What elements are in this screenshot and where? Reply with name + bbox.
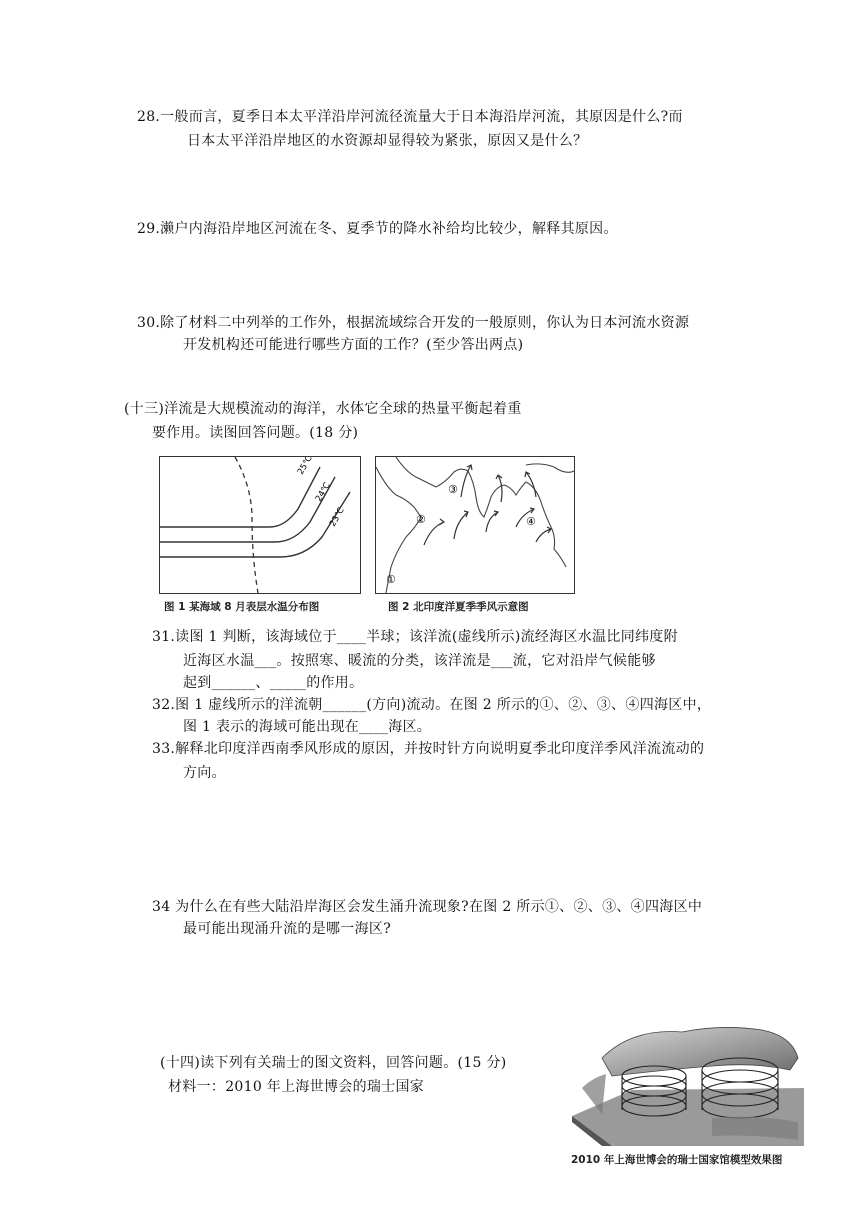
q28-line1: 28.一般而言，夏季日本太平洋沿岸河流径流量大于日本海沿岸河流，其原因是什么?而 <box>137 109 683 125</box>
figure-2-monsoon-map <box>375 456 575 594</box>
isotherm-24-label: 24℃ <box>313 480 333 504</box>
monsoon-arrow <box>526 472 536 497</box>
sea-area-marker-1: ① <box>386 573 396 586</box>
q31-line1: 31.读图 1 判断，该海域位于____半球；该洋流(虚线所示)流经海区水温比同纬度附 <box>152 629 678 645</box>
sea-area-marker-3: ③ <box>448 483 458 496</box>
figure-2-caption: 图 2 北印度洋夏季季风示意图 <box>388 601 529 613</box>
east-coastline <box>526 464 574 472</box>
q30-line1: 30.除了材料二中列举的工作外，根据流域综合开发的一般原则，你认为日本河流水资源 <box>137 315 690 331</box>
monsoon-arrowhead <box>439 519 444 525</box>
monsoon-arrow <box>424 522 444 545</box>
q33-line1: 33.解释北印度洋西南季风形成的原因，并按时针方向说明夏季北印度洋季风洋流流动的 <box>152 741 705 757</box>
sea-area-marker-4: ④ <box>526 515 536 528</box>
q31-line2: 近海区水温___。按照寒、暖流的分类，该洋流是___流，它对沿岸气候能够 <box>183 653 656 669</box>
model-image-caption: 2010 年上海世博会的瑞士国家馆模型效果图 <box>571 1154 783 1166</box>
sea-area-marker-2: ② <box>416 513 426 526</box>
figure-1-graphic <box>160 457 360 593</box>
isotherm-25-label: 25℃ <box>295 457 315 477</box>
q31-line3: 起到______、_____的作用。 <box>183 675 364 691</box>
monsoon-arrow <box>536 529 551 542</box>
q30-line2: 开发机构还可能进行哪些方面的工作？(至少答出两点) <box>183 337 524 353</box>
isotherm-23-label: 23℃ <box>327 505 347 529</box>
q28-line2: 日本太平洋沿岸地区的水资源却显得较为紧张，原因又是什么？ <box>187 133 588 149</box>
section-14-intro: (十四)读下列有关瑞士的图文资料，回答问题。(15 分) <box>160 1055 507 1071</box>
q33-line2: 方向。 <box>183 765 226 781</box>
figure-1-caption: 图 1 某海域 8 月表层水温分布图 <box>164 601 320 613</box>
isotherm-25-line <box>160 467 320 527</box>
swiss-pavilion-model-image <box>572 1018 804 1146</box>
material-1-text: 材料一：2010 年上海世博会的瑞士国家 <box>168 1079 425 1095</box>
section-13-intro-2: 要作用。读图回答问题。(18 分) <box>152 425 359 441</box>
q29-line1: 29.濑户内海沿岸地区河流在冬、夏季节的降水补给均比较少，解释其原因。 <box>137 221 618 237</box>
q34-line2: 最可能出现涌升流的是哪一海区? <box>183 921 392 937</box>
q32-line2: 图 1 表示的海域可能出现在____海区。 <box>183 719 432 735</box>
section-13-intro: (十三)洋流是大规模流动的海洋，水体它全球的热量平衡起着重 <box>124 401 522 417</box>
arabia-coastline <box>396 457 436 487</box>
africa-coastline <box>376 467 421 593</box>
q32-line1: 32.图 1 虚线所示的洋流朝______(方向)流动。在图 2 所示的①、②、③、④四海区中， <box>152 697 712 713</box>
figure-1-sea-temperature-map <box>159 456 361 594</box>
monsoon-arrow <box>498 475 502 502</box>
q34-line1: 34 为什么在有些大陆沿岸海区会发生涌升流现象?在图 2 所示①、②、③、④四海区中 <box>152 899 703 915</box>
swiss-pavilion-model-graphic <box>572 1018 804 1146</box>
ocean-current-dashed-line <box>235 457 258 593</box>
model-platform <box>572 1088 804 1146</box>
isotherm-24-line <box>160 477 335 542</box>
figure-2-graphic <box>376 457 574 593</box>
